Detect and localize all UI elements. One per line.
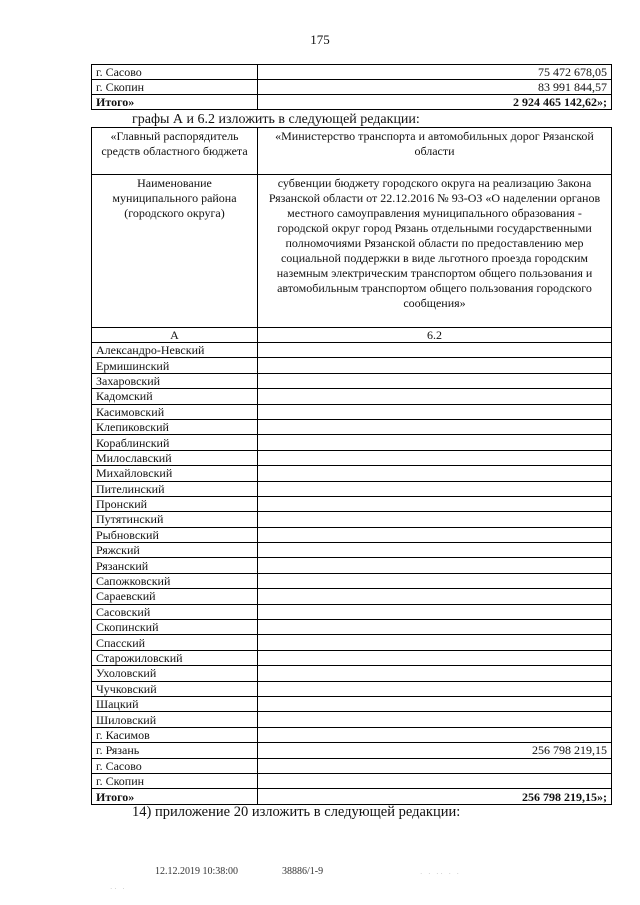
row-value [258, 666, 612, 681]
row-name: Чучковский [92, 681, 258, 696]
table-row [92, 343, 612, 358]
top-table [91, 64, 612, 110]
row-name: Ряжский [92, 543, 258, 558]
table-row [92, 481, 612, 496]
row-name: г. Скопин [92, 80, 258, 95]
row-name: Спасский [92, 635, 258, 650]
row-value: 256 798 219,15»; [258, 789, 612, 804]
table-row [92, 389, 612, 404]
row-value: 2 924 465 142,62»; [258, 95, 612, 110]
row-value [258, 758, 612, 773]
next-item-line: 14) приложение 20 изложить в следующей редакции: [132, 804, 461, 820]
row-value [258, 712, 612, 727]
table-row [92, 558, 612, 573]
table-row [92, 80, 612, 95]
row-value [258, 573, 612, 588]
main-table [91, 127, 612, 805]
row-value [258, 604, 612, 619]
row-name: Клепиковский [92, 419, 258, 434]
row-value [258, 527, 612, 542]
row-value [258, 481, 612, 496]
header-admin-row [92, 128, 612, 175]
column-b-index: 6.2 [258, 328, 612, 343]
row-name: г. Сасово [92, 758, 258, 773]
intro-line: графы А и 6.2 изложить в следующей редакции: [132, 112, 420, 127]
row-value [258, 635, 612, 650]
row-value [258, 419, 612, 434]
table-row [92, 435, 612, 450]
table-row [92, 758, 612, 773]
row-name: Скопинский [92, 620, 258, 635]
footer-doc-code: 38886/1-9 [282, 866, 324, 877]
row-value [258, 589, 612, 604]
row-value [258, 543, 612, 558]
row-name: Рыбновский [92, 527, 258, 542]
row-name: Сапожковский [92, 573, 258, 588]
column-a-index: А [92, 328, 258, 343]
row-name: Александро-Невский [92, 343, 258, 358]
table-row [92, 773, 612, 788]
row-name: г. Касимов [92, 727, 258, 742]
footer-datetime: 12.12.2019 10:38:00 [155, 866, 239, 877]
row-name: г. Сасово [92, 65, 258, 80]
table-row [92, 512, 612, 527]
row-value [258, 358, 612, 373]
row-value [258, 466, 612, 481]
table-row [92, 620, 612, 635]
row-value [258, 343, 612, 358]
table-row [92, 666, 612, 681]
row-name: г. Рязань [92, 743, 258, 758]
row-value [258, 727, 612, 742]
row-name: Шиловский [92, 712, 258, 727]
row-value: 256 798 219,15 [258, 743, 612, 758]
table-row [92, 358, 612, 373]
row-value [258, 389, 612, 404]
table-row [92, 496, 612, 511]
table-row [92, 650, 612, 665]
row-value [258, 404, 612, 419]
table-row [92, 589, 612, 604]
row-value: 83 991 844,57 [258, 80, 612, 95]
row-name: Михайловский [92, 466, 258, 481]
row-name: Касимовский [92, 404, 258, 419]
row-value [258, 450, 612, 465]
table-row [92, 543, 612, 558]
table-row [92, 527, 612, 542]
row-name: Рязанский [92, 558, 258, 573]
row-value [258, 773, 612, 788]
header-admin-label: «Главный распорядитель средств областного бюджета [92, 128, 258, 175]
row-value [258, 373, 612, 388]
row-name: Путятинский [92, 512, 258, 527]
table-row [92, 635, 612, 650]
table-row [92, 573, 612, 588]
header-district-row [92, 175, 612, 328]
row-value: 75 472 678,05 [258, 65, 612, 80]
row-name: Кадомский [92, 389, 258, 404]
table-row [92, 373, 612, 388]
row-name: Сараевский [92, 589, 258, 604]
column-index-row [92, 328, 612, 343]
row-value [258, 435, 612, 450]
total-row [92, 789, 612, 804]
table-row [92, 712, 612, 727]
row-value [258, 558, 612, 573]
row-name: г. Скопин [92, 773, 258, 788]
row-value [258, 512, 612, 527]
row-value [258, 696, 612, 711]
table-row [92, 404, 612, 419]
row-value [258, 496, 612, 511]
row-value [258, 620, 612, 635]
row-name: Итого» [92, 95, 258, 110]
row-name: Итого» [92, 789, 258, 804]
row-value [258, 650, 612, 665]
row-name: Милославский [92, 450, 258, 465]
table-row [92, 604, 612, 619]
table-row [92, 450, 612, 465]
table-row [92, 65, 612, 80]
scan-noise: ·· · [110, 885, 127, 893]
table-row [92, 743, 612, 758]
row-value [258, 681, 612, 696]
row-name: Шацкий [92, 696, 258, 711]
header-district-label: Наименование муниципального района (городского округа) [92, 175, 258, 328]
header-admin-value: «Министерство транспорта и автомобильных дорог Рязанской области [258, 128, 612, 175]
row-name: Пронский [92, 496, 258, 511]
table-row [92, 727, 612, 742]
table-row [92, 681, 612, 696]
row-name: Ухоловский [92, 666, 258, 681]
header-district-value: субвенции бюджету городского округа на реализацию Закона Рязанской области от 22.12.2016 № 93-ОЗ «О наделении органов местного самоуправления муниципального образования - городской округ город Рязань отдельными государственными полномочиями Рязанской области по предоставлению мер социальной поддержки в виде льготного проезда городским наземным электрическим транспортом общего пользования и автомобильным транспортом общего пользования городского сообщения» [258, 175, 612, 328]
table-row [92, 466, 612, 481]
table-row [92, 696, 612, 711]
table-row [92, 419, 612, 434]
row-name: Кораблинский [92, 435, 258, 450]
row-name: Пителинский [92, 481, 258, 496]
scan-noise: · · ·· · · [420, 870, 461, 878]
row-name: Захаровский [92, 373, 258, 388]
row-name: Старожиловский [92, 650, 258, 665]
row-name: Сасовский [92, 604, 258, 619]
row-name: Ермишинский [92, 358, 258, 373]
total-row [92, 95, 612, 110]
page-number: 175 [310, 32, 330, 47]
